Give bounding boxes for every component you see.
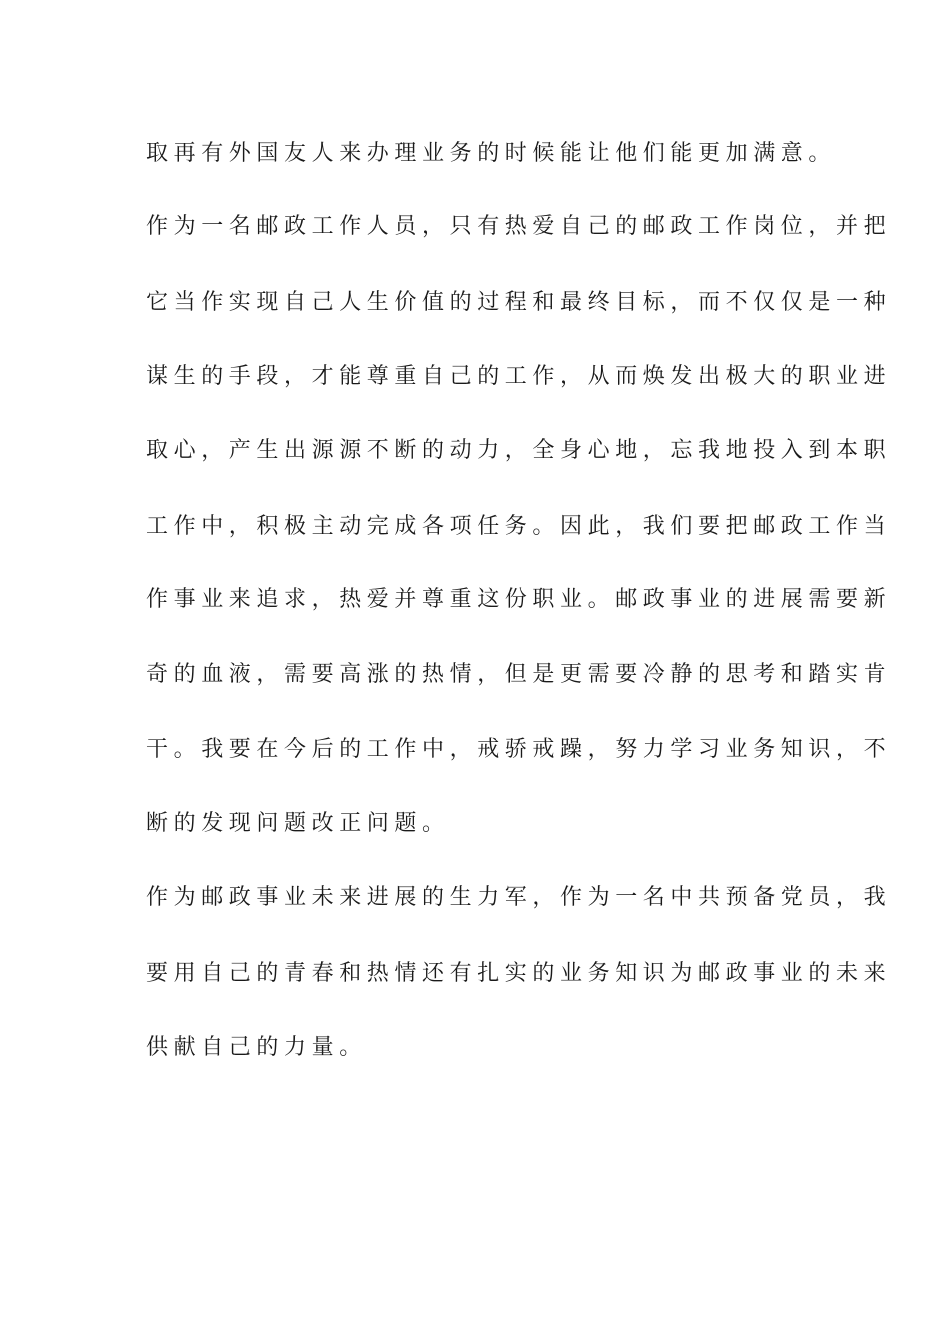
paragraph-line: 干。我要在今后的工作中，戒骄戒躁，努力学习业务知识，不 [146,737,892,762]
paragraph-line: 作为一名邮政工作人员，只有热爱自己的邮政工作岗位，并把 [146,214,892,239]
paragraph-line: 取再有外国友人来办理业务的时候能让他们能更加满意。 [146,141,837,166]
paragraph-line: 谋生的手段，才能尊重自己的工作，从而焕发出极大的职业进 [146,364,892,389]
paragraph-line: 取心，产生出源源不断的动力，全身心地，忘我地投入到本职 [146,438,892,463]
paragraph-line: 它当作实现自己人生价值的过程和最终目标，而不仅仅是一种 [146,290,892,315]
paragraph-line: 作为邮政事业未来进展的生力军，作为一名中共预备党员，我 [146,885,892,910]
paragraph-line: 作事业来追求，热爱并尊重这份职业。邮政事业的进展需要新 [146,587,892,612]
paragraph-line: 工作中，积极主动完成各项任务。因此，我们要把邮政工作当 [146,514,892,539]
paragraph-line: 供献自己的力量。 [146,1035,367,1060]
paragraph-line: 奇的血液，需要高涨的热情，但是更需要冷静的思考和踏实肯 [146,662,892,687]
paragraph-line: 断的发现问题改正问题。 [146,811,450,836]
paragraph-line: 要用自己的青春和热情还有扎实的业务知识为邮政事业的未来 [146,961,892,986]
